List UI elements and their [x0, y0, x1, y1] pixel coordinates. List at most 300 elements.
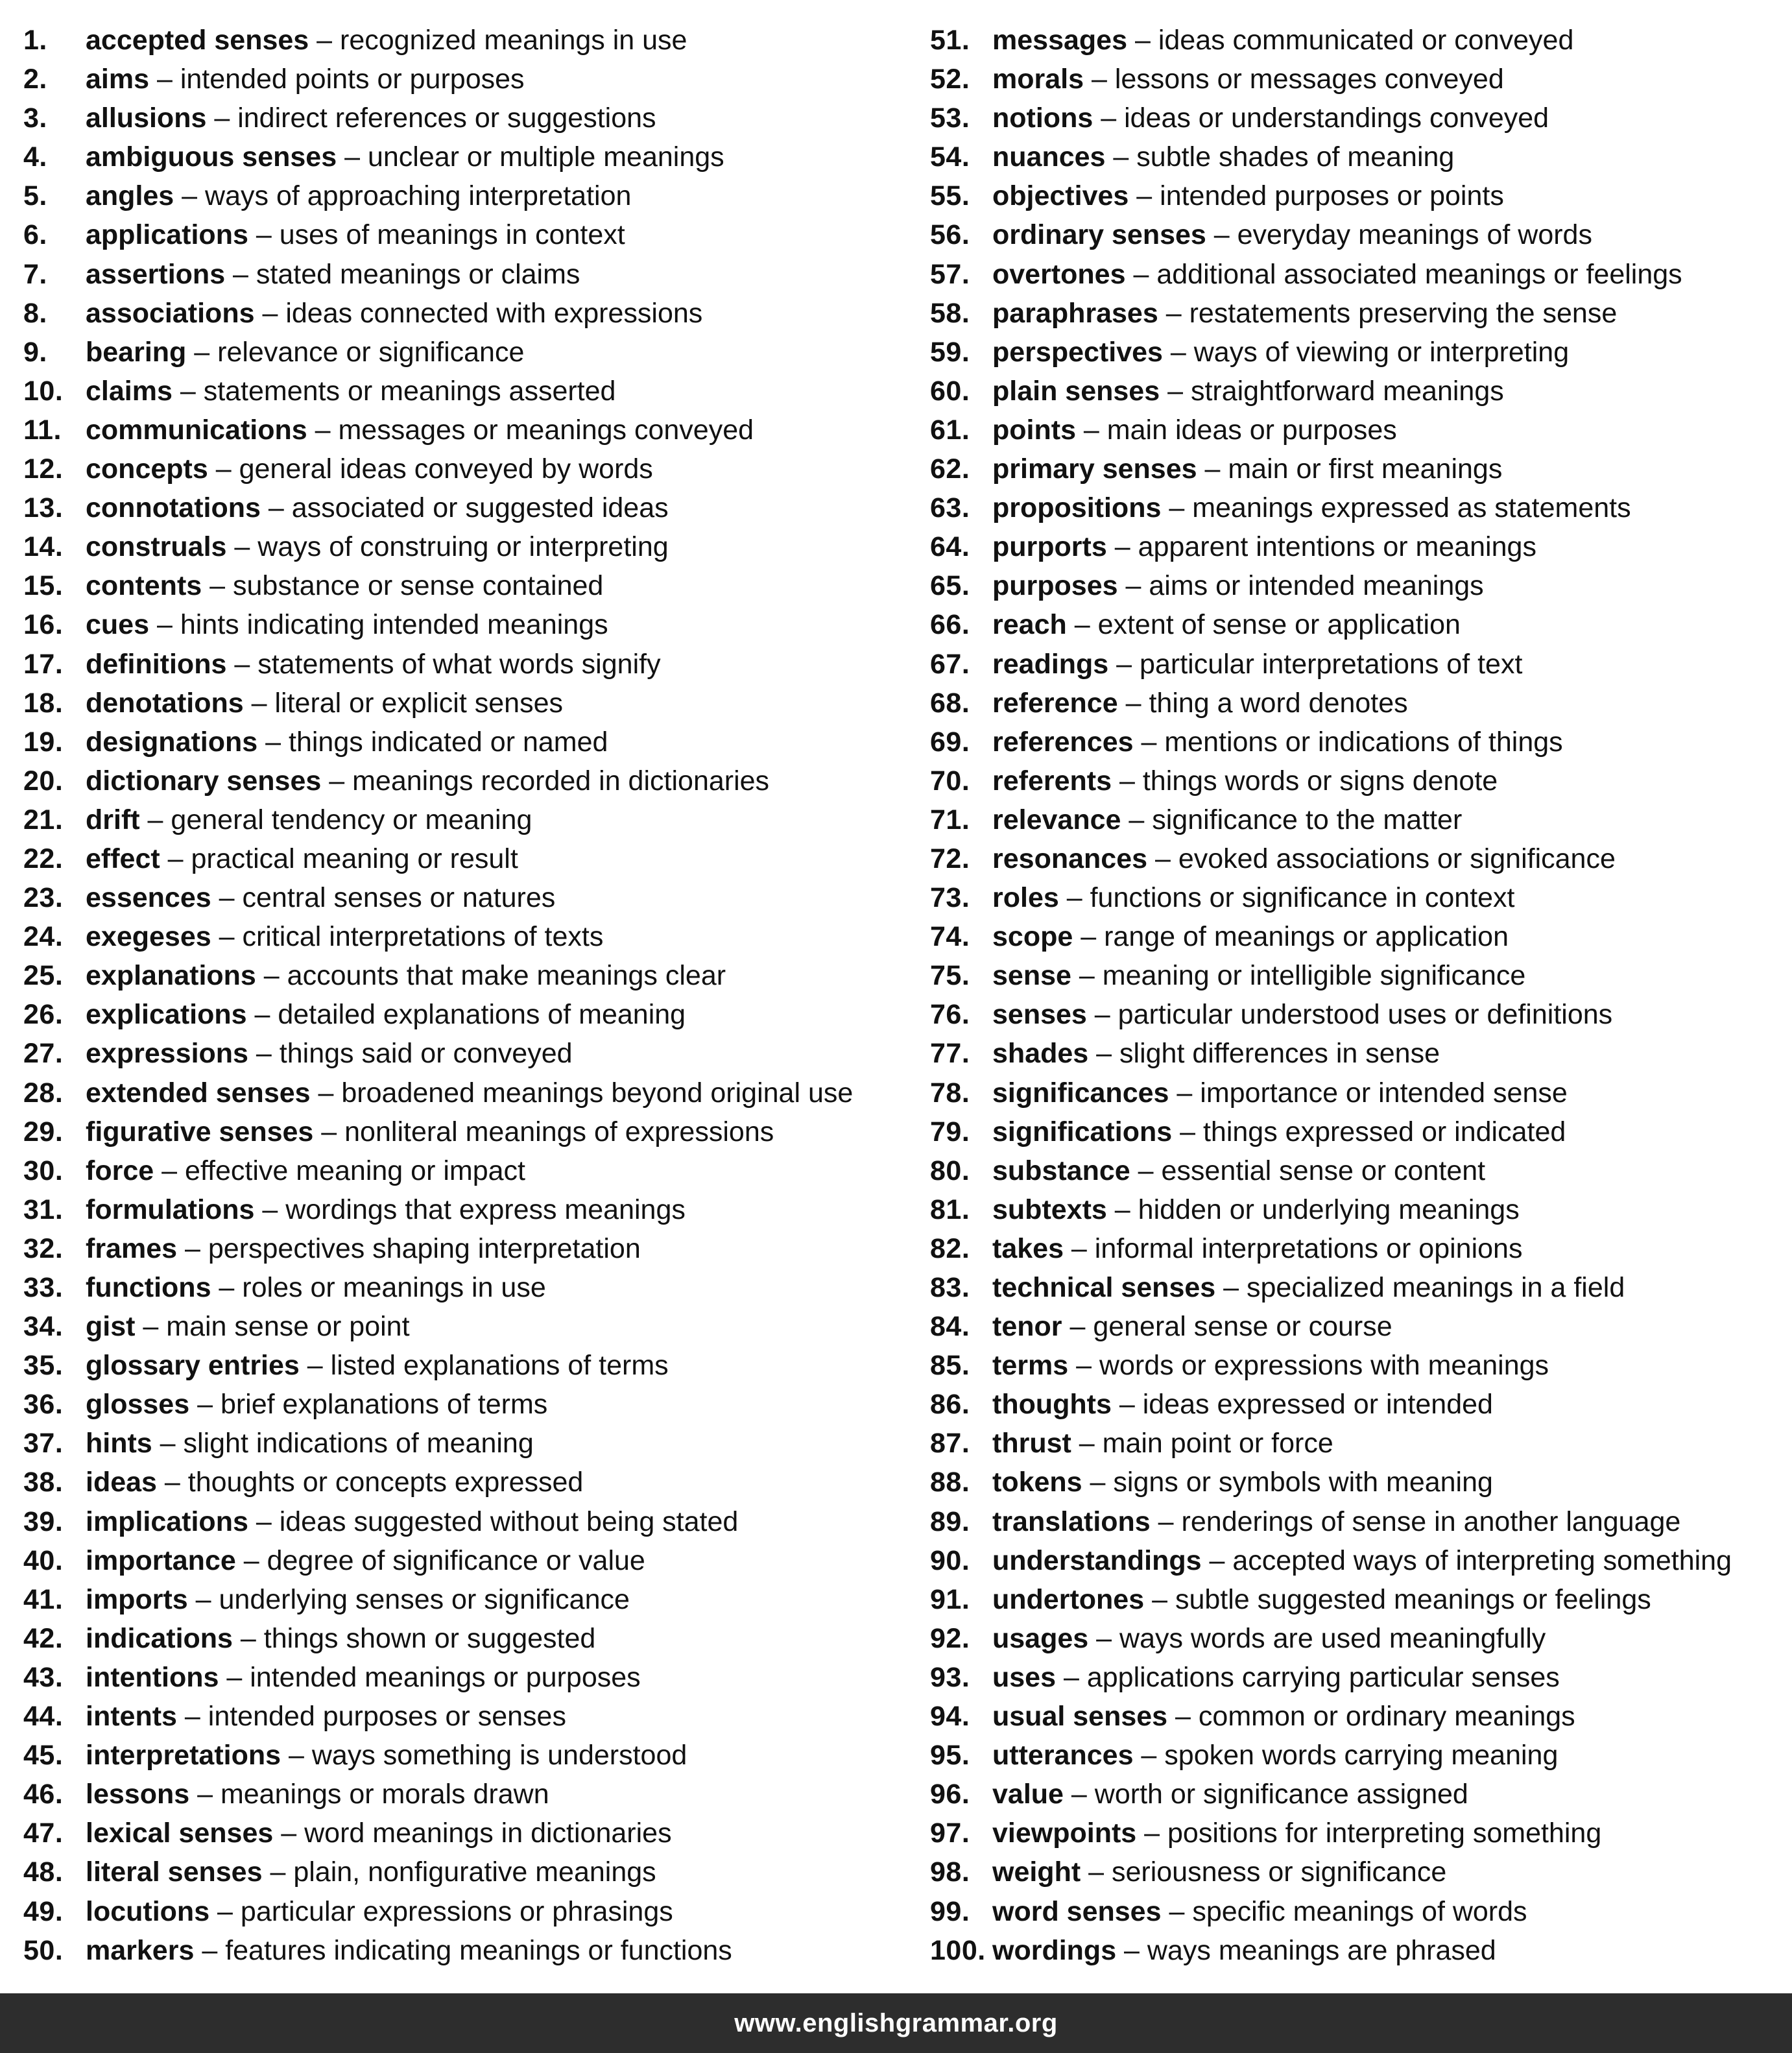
item-separator: – [260, 492, 292, 524]
item-number: 27. [23, 1038, 64, 1070]
item-number: 72. [930, 843, 970, 874]
item-number: 55. [930, 180, 970, 212]
item-separator: – [219, 1661, 250, 1693]
list-item [930, 527, 1792, 566]
item-term: terms [992, 1350, 1069, 1382]
item-definition: hints indicating intended meanings [180, 609, 608, 641]
item-number: 33. [23, 1272, 64, 1303]
item-number: 25. [23, 960, 64, 992]
item-definition: informal interpretations or opinions [1094, 1232, 1523, 1264]
item-text [86, 645, 661, 684]
item-term: force [86, 1155, 154, 1186]
item-text [992, 1931, 1496, 1970]
item-term: explications [86, 999, 247, 1031]
item-number: 86. [930, 1389, 970, 1421]
item-separator: – [1063, 1779, 1095, 1810]
item-term: communications [86, 414, 307, 446]
item-number: 8. [23, 297, 47, 329]
item-separator: – [248, 1506, 280, 1537]
item-term: overtones [992, 258, 1126, 290]
item-separator: – [1158, 297, 1189, 329]
item-definition: range of meanings or application [1104, 921, 1509, 953]
item-separator: – [313, 1116, 345, 1147]
list-item [930, 411, 1792, 450]
item-number: 57. [930, 258, 970, 290]
item-term: contents [86, 570, 202, 602]
item-definition: things said or conveyed [279, 1038, 573, 1070]
item-definition: evoked associations or significance [1178, 843, 1616, 874]
item-number: 63. [930, 492, 970, 524]
item-number: 19. [23, 726, 64, 758]
item-separator: – [1197, 453, 1228, 485]
item-number: 14. [23, 531, 64, 563]
item-definition: associated or suggested ideas [291, 492, 669, 524]
item-term: value [992, 1779, 1064, 1810]
item-separator: – [209, 1895, 241, 1927]
list-item [930, 566, 1792, 605]
item-number: 10. [23, 375, 64, 407]
item-text [86, 1074, 853, 1112]
list-item [23, 1151, 925, 1190]
item-text [992, 1229, 1522, 1268]
item-separator: – [1162, 336, 1194, 368]
item-text [992, 956, 1525, 995]
item-number: 87. [930, 1428, 970, 1459]
item-definition: effective meaning or impact [184, 1155, 525, 1186]
item-definition: underlying senses or significance [219, 1583, 630, 1615]
item-number: 16. [23, 609, 64, 641]
item-text [86, 215, 625, 254]
item-number: 42. [23, 1622, 64, 1654]
item-separator: – [1106, 1194, 1138, 1225]
list-item [930, 917, 1792, 956]
footer-url: www.englishgrammar.org [734, 2009, 1058, 2037]
item-text [86, 684, 563, 723]
word-list [0, 21, 1792, 1967]
list-item [23, 1697, 925, 1736]
item-term: purports [992, 531, 1107, 563]
list-item [930, 605, 1792, 644]
item-separator: – [337, 141, 368, 173]
list-item [23, 1112, 925, 1151]
item-separator: – [281, 1740, 312, 1771]
item-separator: – [262, 1856, 294, 1888]
item-number: 30. [23, 1155, 64, 1186]
item-number: 53. [930, 102, 970, 134]
item-number: 49. [23, 1895, 64, 1927]
item-definition: additional associated meanings or feelings [1156, 258, 1682, 290]
list-item [930, 294, 1792, 333]
item-number: 1. [23, 25, 47, 56]
item-separator: – [1088, 1038, 1120, 1070]
item-text [86, 372, 615, 411]
list-item [23, 917, 925, 956]
item-term: understandings [992, 1544, 1202, 1576]
list-item [930, 878, 1792, 917]
item-number: 2. [23, 64, 47, 95]
item-text [86, 1112, 774, 1151]
item-text [992, 1697, 1575, 1736]
item-definition: stated meanings or claims [256, 258, 580, 290]
item-term: usages [992, 1622, 1089, 1654]
item-definition: significance to the matter [1152, 804, 1463, 835]
list-item [930, 450, 1792, 488]
item-separator: – [226, 648, 258, 680]
item-term: plain senses [992, 375, 1160, 407]
item-term: usual senses [992, 1701, 1168, 1733]
item-definition: things shown or suggested [263, 1622, 596, 1654]
item-separator: – [1093, 102, 1125, 134]
item-text [992, 1736, 1558, 1775]
list-item [930, 176, 1792, 215]
item-number: 84. [930, 1311, 970, 1343]
item-text [86, 1268, 546, 1307]
item-text [86, 723, 608, 762]
item-definition: specific meanings of words [1192, 1895, 1527, 1927]
item-separator: – [149, 64, 180, 95]
item-text [86, 1892, 673, 1931]
item-term: importance [86, 1544, 236, 1576]
item-text [86, 1853, 656, 1891]
item-term: figurative senses [86, 1116, 314, 1147]
item-number: 34. [23, 1311, 64, 1343]
item-text [86, 878, 555, 917]
list-item [23, 1307, 925, 1346]
item-text [86, 176, 631, 215]
list-item [23, 1229, 925, 1268]
item-term: substance [992, 1155, 1130, 1186]
item-separator: – [309, 25, 340, 56]
item-number: 26. [23, 999, 64, 1031]
item-term: wordings [992, 1934, 1117, 1966]
item-term: connotations [86, 492, 261, 524]
item-separator: – [1127, 25, 1158, 56]
item-separator: – [1133, 726, 1165, 758]
item-separator: – [1129, 180, 1160, 212]
item-number: 77. [930, 1038, 970, 1070]
item-term: drift [86, 804, 140, 835]
item-separator: – [202, 570, 233, 602]
item-definition: ideas expressed or intended [1142, 1389, 1493, 1421]
item-term: significations [992, 1116, 1173, 1147]
item-separator: – [1169, 1077, 1201, 1109]
item-separator: – [248, 219, 280, 251]
item-separator: – [1160, 375, 1191, 407]
item-term: roles [992, 882, 1059, 914]
item-text [992, 60, 1504, 99]
item-text [992, 1034, 1440, 1073]
list-item [930, 1814, 1792, 1853]
item-number: 100. [930, 1934, 986, 1966]
item-text [86, 21, 687, 60]
item-separator: – [189, 1389, 221, 1421]
item-separator: – [1068, 1350, 1099, 1382]
item-separator: – [273, 1818, 305, 1849]
item-definition: seriousness or significance [1111, 1856, 1447, 1888]
item-definition: plain, nonfigurative meanings [293, 1856, 656, 1888]
item-definition: particular understood uses or definitions [1117, 999, 1613, 1031]
item-definition: nonliteral meanings of expressions [344, 1116, 774, 1147]
item-definition: word meanings in dictionaries [304, 1818, 672, 1849]
item-number: 80. [930, 1155, 970, 1186]
item-term: lexical senses [86, 1818, 274, 1849]
item-text [86, 1346, 669, 1385]
item-term: subtexts [992, 1194, 1107, 1225]
item-term: accepted senses [86, 25, 309, 56]
item-definition: features indicating meanings or functions [225, 1934, 732, 1966]
item-number: 11. [23, 414, 62, 446]
item-text [992, 1853, 1446, 1891]
item-separator: – [149, 609, 180, 641]
item-term: assertions [86, 258, 226, 290]
item-definition: practical meaning or result [191, 843, 518, 874]
item-text [992, 645, 1522, 684]
item-definition: essential sense or content [1161, 1155, 1486, 1186]
item-definition: positions for interpreting something [1167, 1818, 1602, 1849]
item-text [86, 917, 603, 956]
item-number: 78. [930, 1077, 970, 1109]
item-separator: – [177, 1232, 208, 1264]
item-text [992, 917, 1509, 956]
item-separator: – [1130, 1155, 1162, 1186]
item-term: references [992, 726, 1134, 758]
item-separator: – [1081, 1856, 1112, 1888]
item-definition: slight indications of meaning [183, 1428, 534, 1459]
item-definition: thoughts or concepts expressed [187, 1467, 584, 1498]
item-separator: – [1075, 414, 1107, 446]
item-number: 48. [23, 1856, 64, 1888]
item-definition: main or first meanings [1228, 453, 1503, 485]
list-item [930, 1931, 1792, 1970]
item-text [992, 1151, 1485, 1190]
item-number: 91. [930, 1583, 970, 1615]
item-separator: – [1150, 1506, 1182, 1537]
item-number: 4. [23, 141, 47, 173]
list-item [23, 138, 925, 176]
item-number: 7. [23, 258, 47, 290]
item-separator: – [152, 1428, 184, 1459]
item-definition: unclear or multiple meanings [367, 141, 724, 173]
item-term: nuances [992, 141, 1106, 173]
list-item [23, 1775, 925, 1814]
item-term: weight [992, 1856, 1081, 1888]
item-number: 83. [930, 1272, 970, 1303]
item-definition: main ideas or purposes [1106, 414, 1397, 446]
item-number: 38. [23, 1467, 64, 1498]
item-definition: general ideas conveyed by words [239, 453, 653, 485]
item-separator: – [1058, 882, 1090, 914]
item-text [86, 60, 525, 99]
item-separator: – [1112, 765, 1143, 797]
item-text [86, 1814, 672, 1853]
item-separator: – [310, 1077, 342, 1109]
item-term: dictionary senses [86, 765, 322, 797]
item-definition: things indicated or named [289, 726, 608, 758]
item-text [86, 1151, 525, 1190]
item-text [86, 1697, 566, 1736]
item-term: viewpoints [992, 1818, 1137, 1849]
item-definition: detailed explanations of meaning [278, 999, 686, 1031]
item-term: messages [992, 25, 1127, 56]
item-number: 15. [23, 570, 64, 602]
item-term: objectives [992, 180, 1129, 212]
item-text [992, 1502, 1680, 1541]
item-number: 81. [930, 1194, 970, 1225]
item-number: 89. [930, 1506, 970, 1537]
item-text [992, 800, 1462, 839]
item-separator: – [1201, 1544, 1233, 1576]
item-definition: main sense or point [166, 1311, 410, 1343]
item-term: intentions [86, 1661, 219, 1693]
item-separator: – [257, 726, 289, 758]
item-text [86, 839, 518, 878]
item-term: intents [86, 1701, 177, 1733]
item-text [992, 1463, 1493, 1502]
list-item [23, 527, 925, 566]
item-number: 35. [23, 1350, 64, 1382]
item-number: 9. [23, 336, 47, 368]
list-item [23, 956, 925, 995]
item-text [992, 450, 1502, 488]
item-term: primary senses [992, 453, 1197, 485]
item-separator: – [1063, 1232, 1095, 1264]
item-definition: everyday meanings of words [1237, 219, 1592, 251]
item-number: 23. [23, 882, 64, 914]
list-item [23, 839, 925, 878]
item-separator: – [299, 1350, 331, 1382]
list-item [23, 333, 925, 372]
list-item [930, 723, 1792, 762]
item-term: sense [992, 960, 1071, 992]
item-number: 58. [930, 297, 970, 329]
item-term: literal senses [86, 1856, 263, 1888]
item-term: paraphrases [992, 297, 1158, 329]
item-number: 54. [930, 141, 970, 173]
item-number: 44. [23, 1701, 64, 1733]
item-term: utterances [992, 1740, 1134, 1771]
item-text [992, 878, 1515, 917]
item-definition: things expressed or indicated [1202, 1116, 1566, 1147]
item-separator: – [321, 765, 353, 797]
item-number: 24. [23, 921, 64, 953]
item-number: 40. [23, 1544, 64, 1576]
item-term: hints [86, 1428, 152, 1459]
item-term: associations [86, 297, 255, 329]
list-item [930, 645, 1792, 684]
item-text [86, 1736, 687, 1775]
item-definition: accounts that make meanings clear [287, 960, 726, 992]
list-item [930, 1697, 1792, 1736]
item-number: 37. [23, 1428, 64, 1459]
item-separator: – [1136, 1818, 1168, 1849]
item-separator: – [1116, 1934, 1147, 1966]
item-text [86, 1190, 686, 1229]
item-definition: subtle suggested meanings or feelings [1175, 1583, 1651, 1615]
item-definition: statements or meanings asserted [203, 375, 616, 407]
list-item [930, 1190, 1792, 1229]
item-separator: – [211, 1272, 243, 1303]
item-separator: – [1147, 843, 1178, 874]
item-separator: – [1105, 141, 1137, 173]
item-definition: substance or sense contained [233, 570, 604, 602]
item-number: 29. [23, 1116, 64, 1147]
item-text [992, 488, 1631, 527]
item-number: 46. [23, 1779, 64, 1810]
item-definition: indirect references or suggestions [237, 102, 656, 134]
item-separator: – [1073, 921, 1105, 953]
item-definition: renderings of sense in another language [1181, 1506, 1681, 1537]
item-text [86, 762, 769, 800]
item-separator: – [211, 882, 243, 914]
item-separator: – [189, 1779, 221, 1810]
item-text [992, 527, 1536, 566]
item-separator: – [1082, 1467, 1114, 1498]
item-term: translations [992, 1506, 1151, 1537]
item-separator: – [1172, 1116, 1203, 1147]
list-item [23, 1853, 925, 1891]
item-definition: degree of significance or value [267, 1544, 645, 1576]
item-separator: – [186, 336, 218, 368]
item-number: 28. [23, 1077, 64, 1109]
list-item [930, 372, 1792, 411]
item-definition: ways of approaching interpretation [205, 180, 632, 212]
item-text [86, 1229, 641, 1268]
item-text [992, 1424, 1333, 1463]
item-text [992, 294, 1617, 333]
item-definition: lessons or messages conveyed [1114, 64, 1504, 95]
item-term: functions [86, 1272, 211, 1303]
list-item [23, 1346, 925, 1385]
item-definition: brief explanations of terms [220, 1389, 548, 1421]
list-item [23, 1814, 925, 1853]
item-separator: – [194, 1934, 226, 1966]
item-term: shades [992, 1038, 1089, 1070]
list-item [23, 605, 925, 644]
item-text [86, 488, 669, 527]
list-item [930, 762, 1792, 800]
item-number: 82. [930, 1232, 970, 1264]
list-item [23, 60, 925, 99]
list-item [930, 215, 1792, 254]
item-term: extended senses [86, 1077, 311, 1109]
item-text [86, 1580, 630, 1619]
item-definition: particular interpretations of text [1140, 648, 1523, 680]
list-item [930, 1580, 1792, 1619]
item-term: designations [86, 726, 258, 758]
item-definition: critical interpretations of texts [242, 921, 604, 953]
list-item [23, 878, 925, 917]
list-item [930, 1074, 1792, 1112]
list-item [930, 21, 1792, 60]
item-term: effect [86, 843, 160, 874]
item-separator: – [1133, 1740, 1165, 1771]
item-term: notions [992, 102, 1093, 134]
item-definition: meanings expressed as statements [1192, 492, 1631, 524]
item-text [86, 411, 754, 450]
item-text [86, 1502, 738, 1541]
item-definition: ways something is understood [311, 1740, 687, 1771]
item-separator: – [1056, 1661, 1087, 1693]
list-item [930, 1736, 1792, 1775]
item-separator: – [187, 1583, 219, 1615]
item-text [86, 333, 524, 372]
item-number: 43. [23, 1661, 64, 1693]
item-number: 64. [930, 531, 970, 563]
list-item [23, 1385, 925, 1424]
list-item [23, 1463, 925, 1502]
list-item [930, 839, 1792, 878]
item-definition: restatements preserving the sense [1189, 297, 1618, 329]
